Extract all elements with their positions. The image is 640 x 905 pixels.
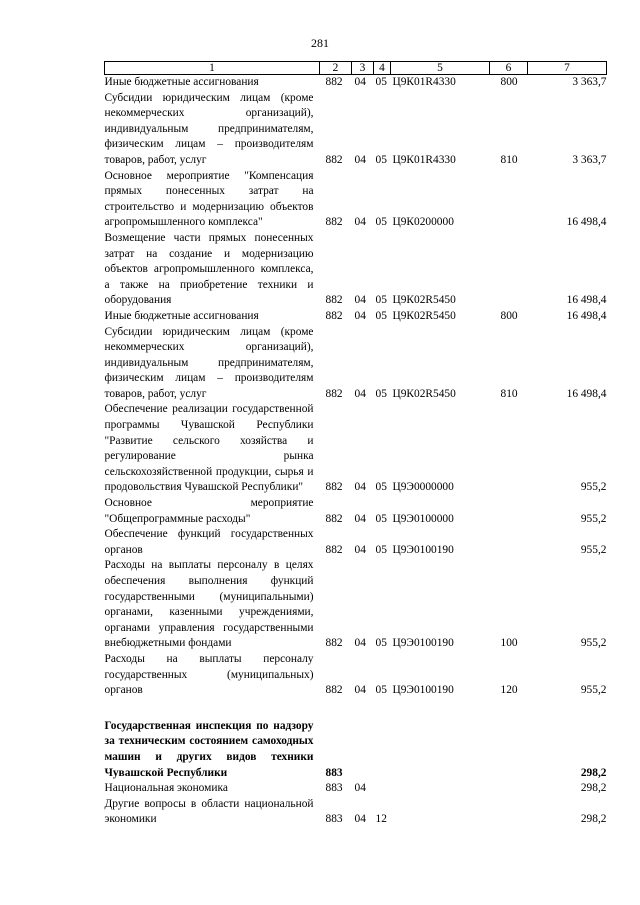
row-subsection-code xyxy=(374,781,391,797)
row-subsection-code: 05 xyxy=(375,481,387,494)
row-ministry-code: 882 xyxy=(325,294,343,307)
row-name: Государственная инспекция по надзору за техническим состоянием самоходных машин и других видов техники Чувашской Республики xyxy=(104,719,314,779)
row-name: Расходы на выплаты персоналу в целях обеспечения выполнения функций государственными (муниципальными) органами, казенными учреждениями, органами управления государственными внебюджетными фондами xyxy=(104,559,314,650)
row-amount: 16 498,4 xyxy=(566,294,607,307)
table-row xyxy=(105,91,607,169)
row-section-code: 04 xyxy=(354,216,366,229)
row-ministry-code: 882 xyxy=(325,512,343,525)
header-col-4: 4 xyxy=(374,62,391,75)
header-col-6: 6 xyxy=(490,62,528,75)
row-name: Расходы на выплаты персоналу государственных (муниципальных) органов xyxy=(104,652,314,697)
row-target-article: Ц9К0200000 xyxy=(392,216,454,229)
row-amount: 3 363,7 xyxy=(572,76,607,88)
row-section-code: 04 xyxy=(354,684,366,697)
row-subsection-code: 05 xyxy=(375,387,387,400)
header-col-5: 5 xyxy=(391,62,490,75)
row-expense-type xyxy=(490,169,528,231)
row-subsection-code xyxy=(374,719,391,781)
row-ministry-code: 882 xyxy=(325,481,343,494)
row-target-article: Ц9Э0100000 xyxy=(392,512,454,525)
row-ministry-code: 883 xyxy=(325,813,343,826)
row-expense-type xyxy=(490,231,528,309)
row-amount: 955,2 xyxy=(580,481,607,494)
row-ministry-code: 882 xyxy=(325,387,343,400)
row-section-code: 04 xyxy=(354,512,366,525)
row-amount: 298,2 xyxy=(580,782,607,795)
row-expense-type xyxy=(490,527,528,558)
row-section-code: 04 xyxy=(354,782,366,795)
row-name: Обеспечение функций государственных органов xyxy=(104,528,314,556)
row-ministry-code: 882 xyxy=(325,76,343,88)
row-subsection-code: 05 xyxy=(375,216,387,229)
row-subsection-code: 12 xyxy=(375,813,387,826)
row-ministry-code: 883 xyxy=(325,782,343,795)
row-target-article: Ц9Э0100190 xyxy=(392,543,454,556)
table-row xyxy=(105,402,607,496)
row-section-code: 04 xyxy=(354,637,366,650)
header-col-7: 7 xyxy=(528,62,607,75)
table-row xyxy=(105,231,607,309)
row-name: Возмещение части прямых понесенных затрат на создание и модернизацию объектов агропромышленного комплекса, а также на приобретение техники и оборудования xyxy=(104,231,314,307)
table-row xyxy=(105,558,607,652)
header-col-2: 2 xyxy=(320,62,352,75)
spacer-row xyxy=(105,699,607,719)
page-number: 281 xyxy=(311,36,329,50)
row-expense-type: 810 xyxy=(500,153,518,166)
table-row xyxy=(105,527,607,558)
row-target-article: Ц9К02R5450 xyxy=(392,309,456,322)
row-target-article: Ц9Э0100190 xyxy=(392,637,454,650)
table-row xyxy=(105,169,607,231)
row-amount: 955,2 xyxy=(580,512,607,525)
row-expense-type: 810 xyxy=(500,387,518,400)
row-amount: 16 498,4 xyxy=(566,387,607,400)
row-subsection-code: 05 xyxy=(375,684,387,697)
row-name: Основное мероприятие "Общепрограммные расходы" xyxy=(104,497,314,525)
row-ministry-code: 882 xyxy=(325,543,343,556)
table-row xyxy=(105,797,607,828)
row-target-article: Ц9К02R5450 xyxy=(392,294,456,307)
row-amount: 16 498,4 xyxy=(566,216,607,229)
row-section-code: 04 xyxy=(354,813,366,826)
header-col-1: 1 xyxy=(105,62,320,75)
row-subsection-code: 05 xyxy=(375,543,387,556)
row-amount: 3 363,7 xyxy=(572,153,607,166)
row-name: Национальная экономика xyxy=(104,782,228,795)
table-header-row xyxy=(105,62,607,75)
row-section-code: 04 xyxy=(354,153,366,166)
table-row xyxy=(105,325,607,403)
row-section-code: 04 xyxy=(354,543,366,556)
row-ministry-code: 882 xyxy=(325,309,343,322)
row-amount: 955,2 xyxy=(580,684,607,697)
row-section-code: 04 xyxy=(354,294,366,307)
row-target-article xyxy=(391,781,490,797)
row-ministry-code: 882 xyxy=(325,637,343,650)
row-section-code: 04 xyxy=(354,481,366,494)
row-name: Основное мероприятие "Компенсация прямых понесенных затрат на строительство и модернизацию объектов агропромышленного комплекса" xyxy=(104,169,314,229)
row-expense-type: 800 xyxy=(500,309,518,322)
row-name: Субсидии юридическим лицам (кроме некоммерческих организаций), индивидуальным предпринимателям, физическим лицам – производителям товаров, работ, услуг xyxy=(104,325,314,400)
row-section-code: 04 xyxy=(354,387,366,400)
row-expense-type xyxy=(490,402,528,496)
table-row xyxy=(105,309,607,325)
row-section-code: 04 xyxy=(354,309,366,322)
row-ministry-code: 883 xyxy=(325,766,343,779)
row-section-code: 04 xyxy=(354,76,366,88)
row-ministry-code: 882 xyxy=(325,153,343,166)
row-subsection-code: 05 xyxy=(375,153,387,166)
row-amount: 955,2 xyxy=(580,543,607,556)
row-ministry-code: 882 xyxy=(325,684,343,697)
row-ministry-code: 882 xyxy=(325,216,343,229)
row-name: Другие вопросы в области национальной экономики xyxy=(104,797,314,826)
row-section-code xyxy=(352,719,374,781)
budget-table xyxy=(104,61,607,828)
table-row xyxy=(105,75,607,91)
row-subsection-code: 05 xyxy=(375,309,387,322)
table-row xyxy=(105,652,607,699)
section-row xyxy=(105,719,607,781)
row-expense-type xyxy=(490,797,528,828)
row-name: Иные бюджетные ассигнования xyxy=(104,76,259,88)
row-target-article: Ц9Э0000000 xyxy=(392,481,454,494)
row-subsection-code: 05 xyxy=(375,512,387,525)
row-expense-type xyxy=(490,496,528,527)
row-amount: 298,2 xyxy=(580,766,607,779)
row-expense-type: 100 xyxy=(500,637,518,650)
row-target-article: Ц9К01R4330 xyxy=(392,153,456,166)
row-name: Обеспечение реализации государственной программы Чувашской Республики "Развитие сельского хозяйства и регулирование рынка сельскохозяйственной продукции, сырья и продовольствия Чувашской Республики" xyxy=(104,403,314,494)
row-expense-type xyxy=(490,781,528,797)
row-expense-type xyxy=(490,719,528,781)
row-target-article: Ц9К02R5450 xyxy=(392,387,456,400)
row-target-article: Ц9К01R4330 xyxy=(392,76,456,88)
table-row xyxy=(105,496,607,527)
table-row xyxy=(105,781,607,797)
row-name: Субсидии юридическим лицам (кроме некоммерческих организаций), индивидуальным предпринимателям, физическим лицам – производителям товаров, работ, услуг xyxy=(104,91,314,166)
row-target-article xyxy=(391,719,490,781)
row-subsection-code: 05 xyxy=(375,294,387,307)
row-subsection-code: 05 xyxy=(375,76,387,88)
header-col-3: 3 xyxy=(352,62,374,75)
row-target-article: Ц9Э0100190 xyxy=(392,684,454,697)
row-expense-type: 120 xyxy=(500,684,518,697)
row-target-article xyxy=(391,797,490,828)
row-expense-type: 800 xyxy=(500,76,518,88)
row-name: Иные бюджетные ассигнования xyxy=(104,309,259,322)
row-subsection-code: 05 xyxy=(375,637,387,650)
row-amount: 16 498,4 xyxy=(566,309,607,322)
row-amount: 298,2 xyxy=(580,813,607,826)
row-amount: 955,2 xyxy=(580,637,607,650)
